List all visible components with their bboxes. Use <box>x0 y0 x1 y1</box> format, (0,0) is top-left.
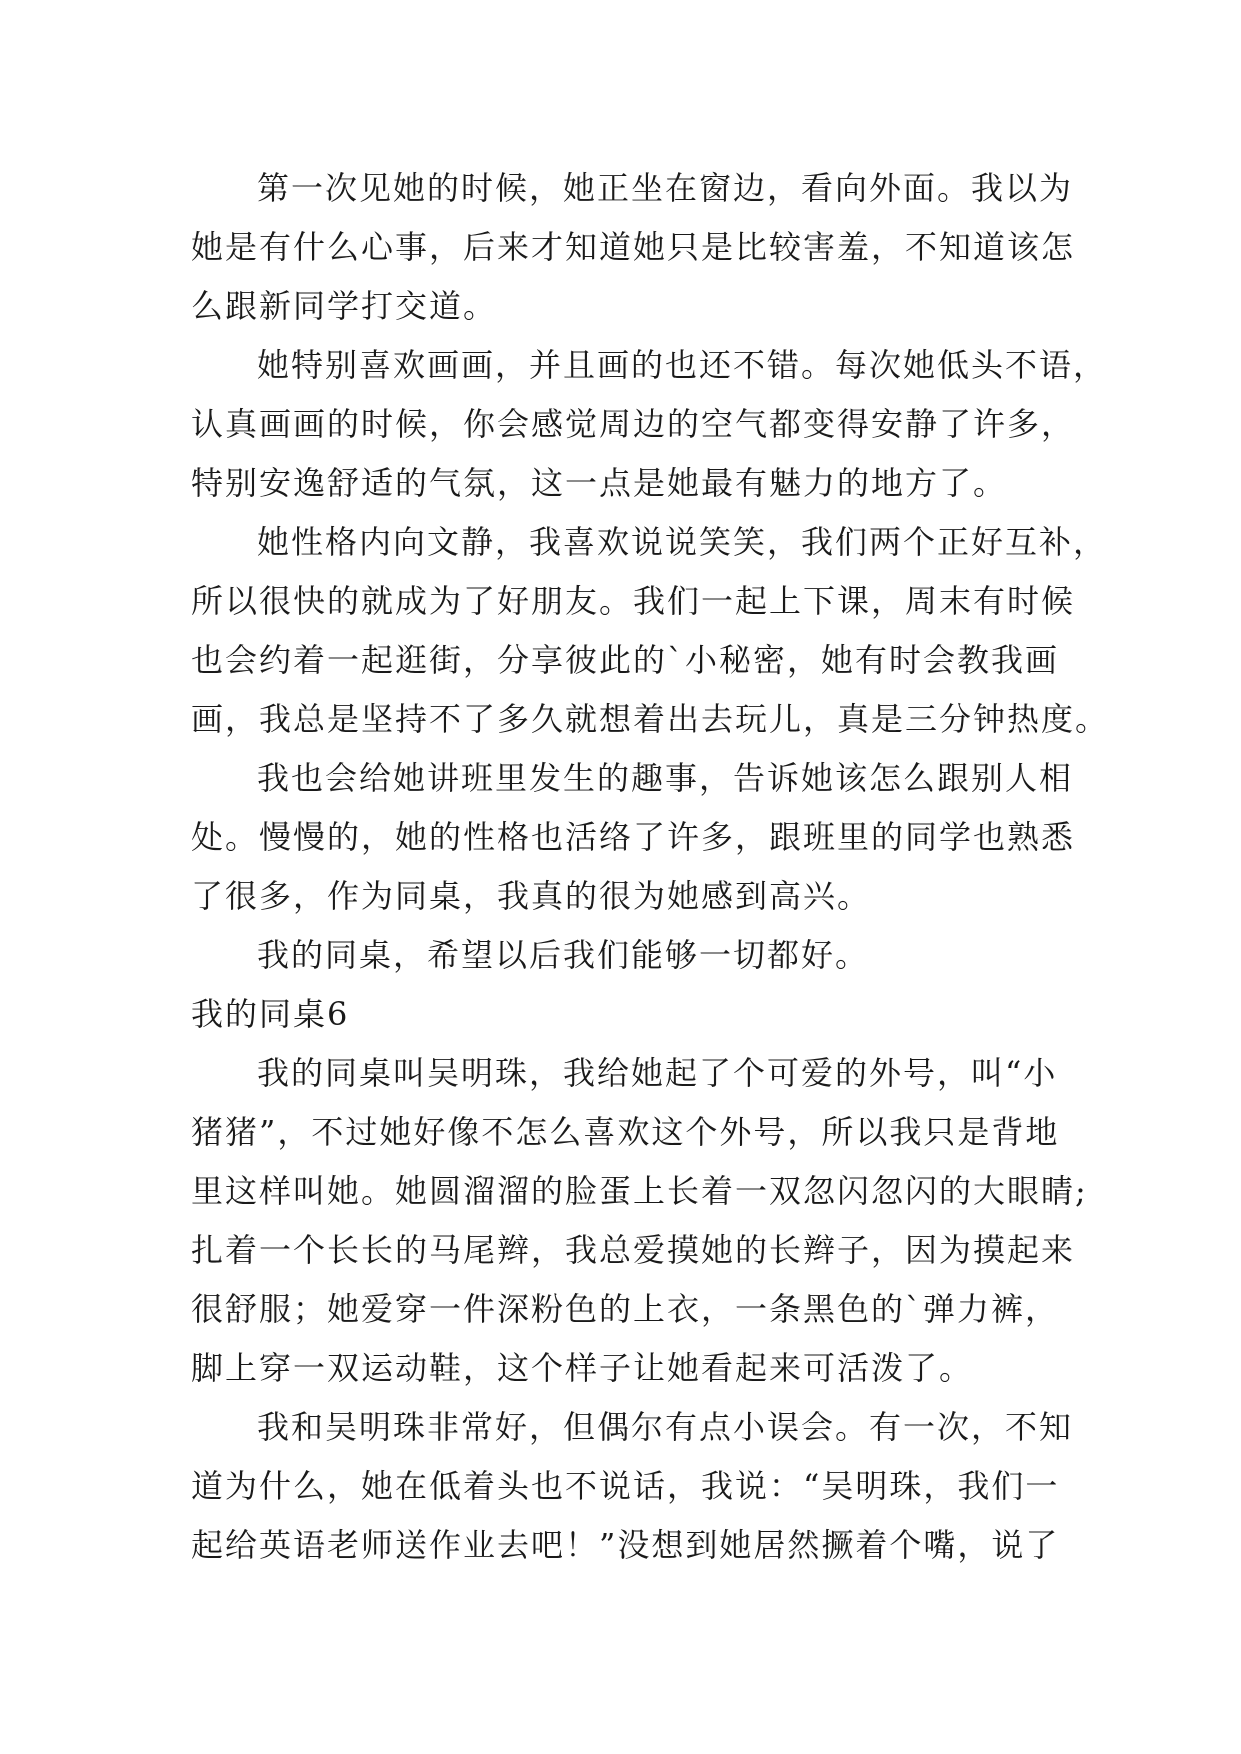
text-line: 认真画画的时候，你会感觉周边的空气都变得安静了许多， <box>191 405 1076 443</box>
paragraph <box>191 926 1051 985</box>
text-line: 道为什么，她在低着头也不说话，我说：“吴明珠，我们一 <box>191 1467 1060 1505</box>
text-line: 么跟新同学打交道。 <box>191 287 498 325</box>
text-line: 她是有什么心事，后来才知道她只是比较害羞，不知道该怎 <box>191 228 1076 266</box>
paragraph <box>191 513 1110 749</box>
text-line: 我和吴明珠非常好，但偶尔有点小误会。有一次，不知 <box>257 1408 1074 1446</box>
text-line: 我的同桌叫吴明珠，我给她起了个可爱的外号，叫“小 <box>257 1054 1058 1092</box>
text-line: 她特别喜欢画画，并且画的也还不错。每次她低头不语， <box>257 346 1108 384</box>
paragraph <box>191 1398 1074 1575</box>
document-body <box>191 159 1110 1575</box>
text-line: 处。慢慢的，她的性格也活络了许多，跟班里的同学也熟悉 <box>191 818 1076 856</box>
text-line: 所以很快的就成为了好朋友。我们一起上下课，周末有时候 <box>191 582 1076 620</box>
text-line: 第一次见她的时候，她正坐在窗边，看向外面。我以为 <box>257 169 1074 207</box>
text-line: 猪猪”，不过她好像不怎么喜欢这个外号，所以我只是背地 <box>191 1113 1060 1151</box>
text-line: 我的同桌，希望以后我们能够一切都好。 <box>257 936 870 974</box>
text-line: 扎着一个长长的马尾辫，我总爱摸她的长辫子，因为摸起来 <box>191 1231 1076 1269</box>
paragraph <box>191 159 1076 336</box>
text-line: 特别安逸舒适的气氛，这一点是她最有魅力的地方了。 <box>191 464 1008 502</box>
section-title: 我的同桌6 <box>191 995 350 1033</box>
text-line: 了很多，作为同桌，我真的很为她感到高兴。 <box>191 877 872 915</box>
text-line: 也会约着一起逛街，分享彼此的`小秘密，她有时会教我画 <box>191 641 1060 679</box>
text-line: 起给英语老师送作业去吧！”没想到她居然撅着个嘴，说了 <box>191 1526 1060 1564</box>
text-line: 我也会给她讲班里发生的趣事，告诉她该怎么跟别人相 <box>257 759 1074 797</box>
text-line: 她性格内向文静，我喜欢说说笑笑，我们两个正好互补， <box>257 523 1108 561</box>
text-line: 里这样叫她。她圆溜溜的脸蛋上长着一双忽闪忽闪的大眼睛; <box>191 1172 1088 1210</box>
text-line: 脚上穿一双运动鞋，这个样子让她看起来可活泼了。 <box>191 1349 974 1387</box>
text-line: 很舒服；她爱穿一件深粉色的上衣，一条黑色的`弹力裤， <box>191 1290 1060 1328</box>
paragraph <box>191 336 1108 513</box>
paragraph <box>191 1044 1088 1398</box>
text-line: 画，我总是坚持不了多久就想着出去玩儿，真是三分钟热度。 <box>191 700 1110 738</box>
paragraph <box>191 749 1076 926</box>
